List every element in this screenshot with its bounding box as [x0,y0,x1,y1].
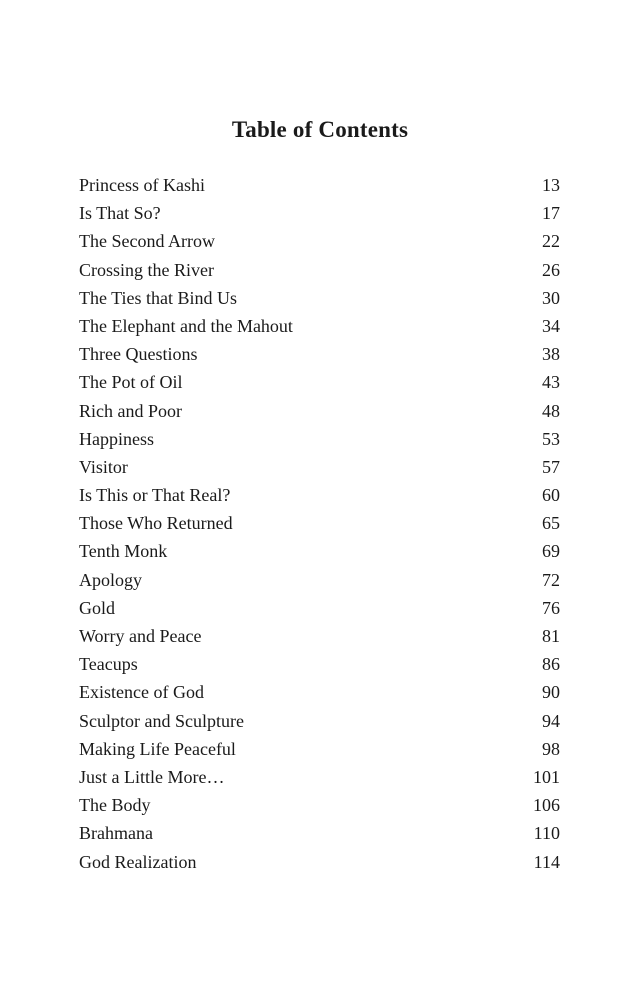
toc-entry-title: The Body [79,795,151,816]
toc-entry [79,312,560,340]
toc-entry [79,340,560,368]
toc-entry-title: Three Questions [79,344,198,365]
toc-entry-page-number: 114 [533,851,560,872]
page-title: Table of Contents [231,117,409,142]
toc-entry-title: Worry and Peace [79,626,202,646]
toc-entry-title: Just a Little More… [79,766,225,787]
toc-entry-page-number: 13 [542,175,560,195]
toc-entry [79,594,560,622]
toc-entry [79,256,560,284]
toc-entry-title: Princess of Kashi [79,175,205,195]
toc-entry-title: Happiness [79,428,154,449]
toc-entry [79,650,560,678]
toc-entry-title: The Ties that Bind Us [79,287,238,308]
toc-entry-title: God Realization [79,851,197,872]
toc-entry [79,453,560,481]
toc-entry [79,819,560,847]
toc-entry [79,171,560,199]
toc-entry [79,481,560,509]
toc-entry [79,227,560,255]
toc-entry-title: Teacups [79,654,138,675]
toc-entry-title: Gold [79,597,115,618]
toc-entry-page-number: 86 [542,654,560,675]
toc-entry-title: Brahmana [79,823,153,844]
toc-entry [79,509,560,537]
toc-entry [79,735,560,763]
toc-entry [79,791,560,819]
toc-entry-page-number: 60 [542,485,560,506]
toc-entry-page-number: 38 [542,344,560,365]
toc-entry-title: The Second Arrow [79,231,215,252]
toc-entry-page-number: 101 [533,766,560,787]
toc-entry [79,707,560,735]
toc-entry-title: Those Who Returned [79,513,233,534]
toc-entry [79,763,560,791]
toc-entry-page-number: 76 [542,597,560,618]
toc-entry-page-number: 110 [533,823,560,844]
toc-entry-title: Is This or That Real? [79,485,231,506]
toc-entry-page-number: 81 [542,626,560,646]
toc-entry [79,425,560,453]
toc-entry [79,678,560,706]
toc-entry-page-number: 106 [533,795,560,816]
toc-entry [79,622,560,650]
toc-entry [79,368,560,396]
toc-entry-title: Is That So? [79,203,161,224]
toc-entry-page-number: 22 [542,231,560,252]
toc-entry-page-number: 53 [542,428,560,449]
toc-entry-page-number: 34 [542,315,560,336]
toc-entry-title: Making Life Peaceful [79,738,236,759]
toc-entry-page-number: 72 [542,569,560,590]
toc-entry-page-number: 57 [542,456,560,477]
toc-entry [79,537,560,565]
toc-entry [79,566,560,594]
toc-entry [79,848,560,876]
toc-entry-title: Rich and Poor [79,400,182,421]
toc-entry-title: Visitor [79,456,128,477]
toc-entry-title: Existence of God [79,682,204,703]
toc-entry-page-number: 69 [542,541,560,562]
toc-entry-page-number: 43 [542,372,560,393]
toc-entry-page-number: 94 [542,710,560,731]
toc-entry-page-number: 65 [542,513,560,534]
toc-entry-page-number: 48 [542,400,560,421]
toc-entry-page-number: 98 [542,738,560,759]
toc-entry-title: Apology [79,569,142,590]
toc-entry [79,199,560,227]
toc-entry-page-number: 90 [542,682,560,703]
toc-entry-page-number: 26 [542,259,560,280]
toc-entry-title: Crossing the River [79,259,214,280]
toc-entry-title: Sculptor and Sculpture [79,710,244,731]
toc-list [79,171,560,876]
toc-entry [79,397,560,425]
toc-entry-title: Tenth Monk [79,541,168,562]
toc-entry-title: The Pot of Oil [79,372,183,393]
toc-entry-title: The Elephant and the Mahout [79,315,293,336]
toc-entry [79,284,560,312]
toc-entry-page-number: 17 [542,203,560,224]
toc-entry-page-number: 30 [542,287,560,308]
